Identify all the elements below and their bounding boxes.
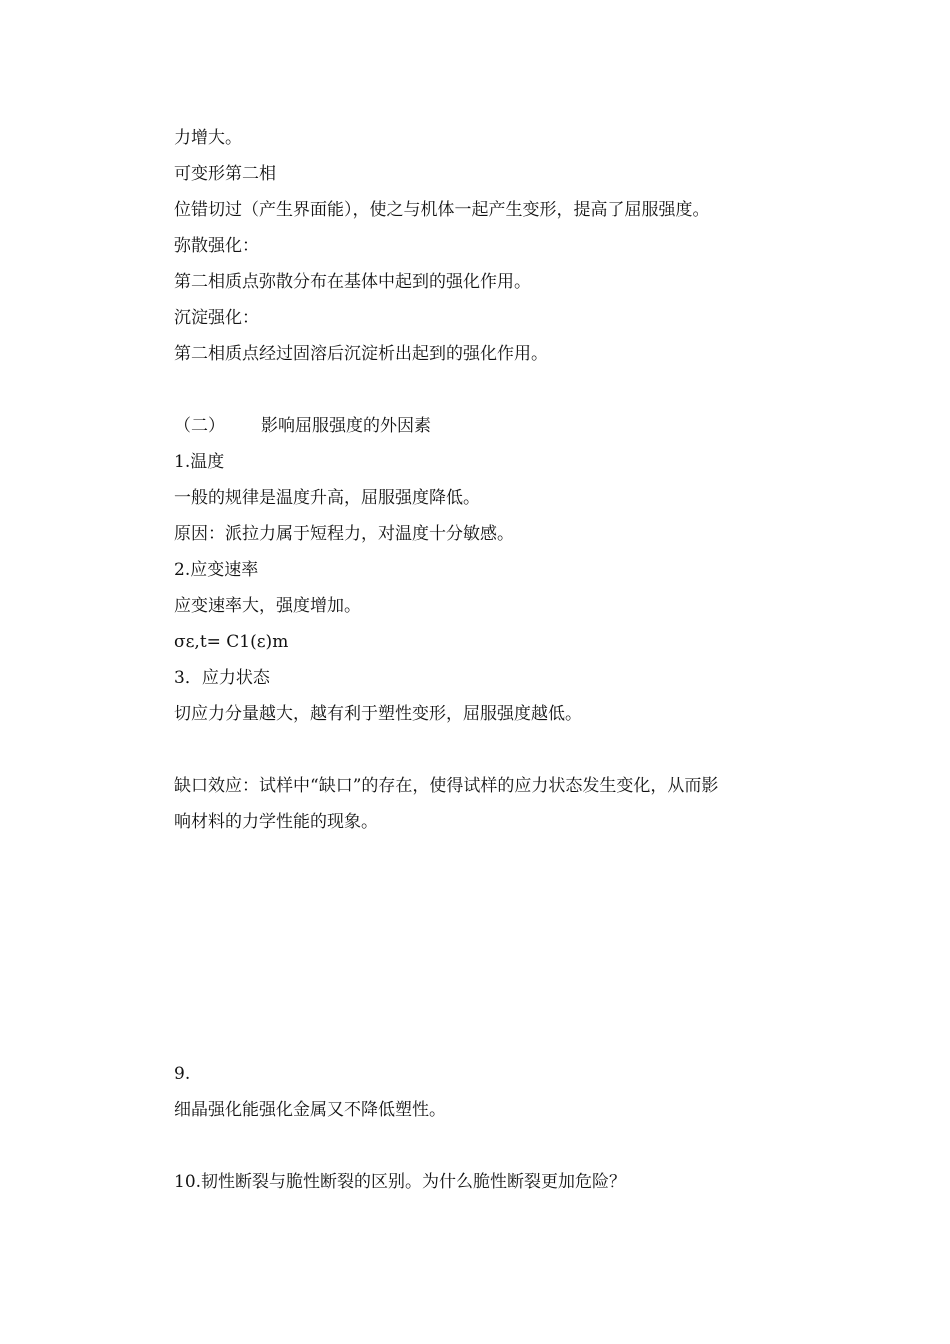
text-line: 应变速率大，强度增加。 xyxy=(174,596,361,616)
text-line: 缺口效应：试样中“缺口”的存在，使得试样的应力状态发生变化，从而影 xyxy=(174,776,719,796)
text-line: 原因：派拉力属于短程力，对温度十分敏感。 xyxy=(174,524,514,544)
section-heading xyxy=(174,414,431,438)
section-title: 影响屈服强度的外因素 xyxy=(261,416,431,436)
text-line: 第二相质点弥散分布在基体中起到的强化作用。 xyxy=(174,272,531,292)
text-line: 力增大。 xyxy=(174,128,242,148)
text-line: 1.温度 xyxy=(174,452,225,472)
text-line: 切应力分量越大，越有利于塑性变形，屈服强度越低。 xyxy=(174,704,582,724)
text-line: 10.韧性断裂与脆性断裂的区别。为什么脆性断裂更加危险？ xyxy=(174,1172,627,1192)
text-line: 一般的规律是温度升高，屈服强度降低。 xyxy=(174,488,480,508)
text-line: 位错切过（产生界面能），使之与机体一起产生变形，提高了屈服强度。 xyxy=(174,200,710,220)
text-line: 细晶强化能强化金属又不降低塑性。 xyxy=(174,1100,446,1120)
section-number: （二） xyxy=(174,416,225,436)
text-line: 3．应力状态 xyxy=(174,668,270,688)
text-line: 响材料的力学性能的现象。 xyxy=(174,812,378,832)
formula-line: σε,t= C1(ε)m xyxy=(174,632,289,652)
text-line: 9. xyxy=(174,1064,191,1084)
text-line: 沉淀强化： xyxy=(174,308,259,328)
text-line: 可变形第二相 xyxy=(174,164,276,184)
text-line: 弥散强化： xyxy=(174,236,259,256)
text-line: 第二相质点经过固溶后沉淀析出起到的强化作用。 xyxy=(174,344,548,364)
text-line: 2.应变速率 xyxy=(174,560,259,580)
